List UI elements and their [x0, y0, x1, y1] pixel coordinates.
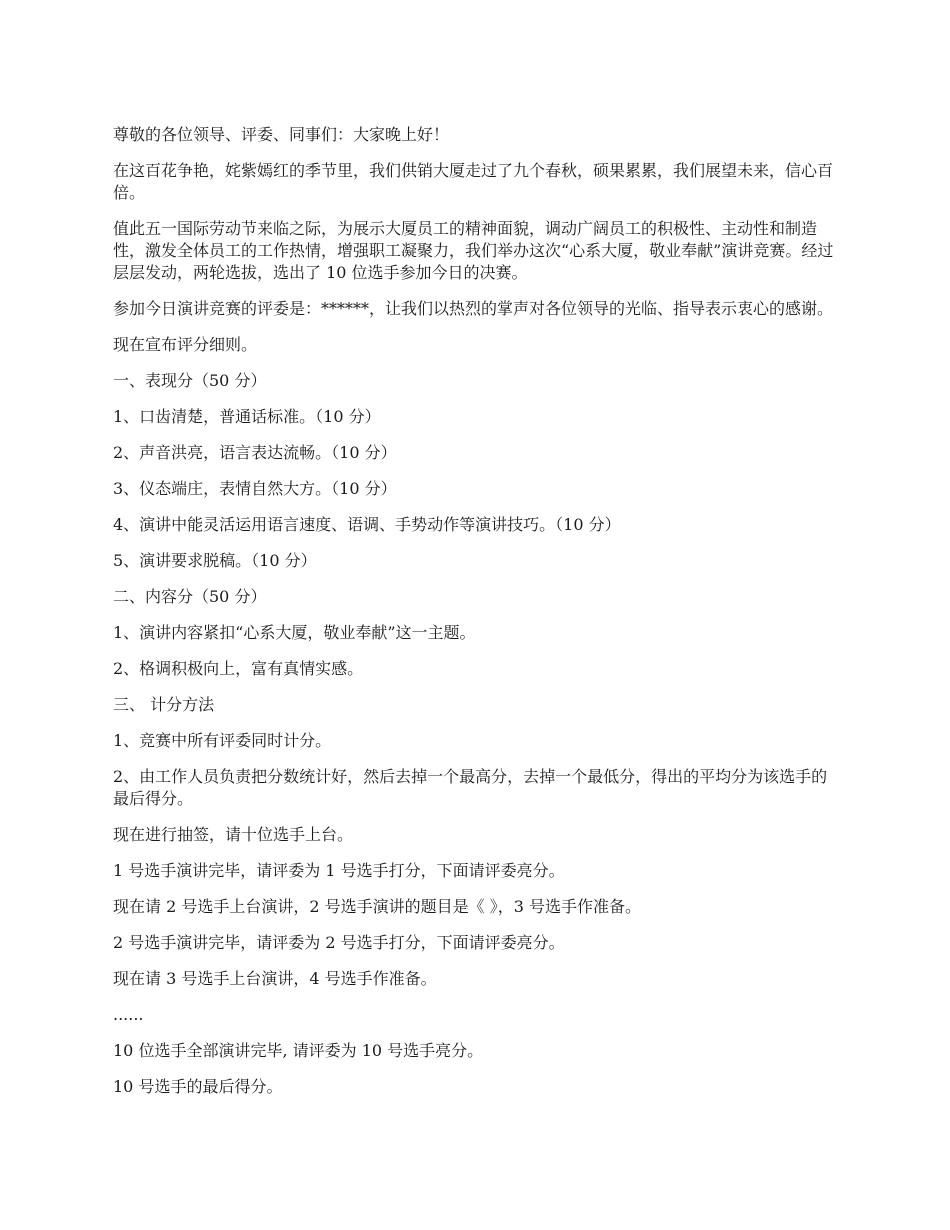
procedure-line: 10 号选手的最后得分。	[113, 1077, 283, 1096]
list-item: 2、声音洪亮，语言表达流畅。（10 分）	[113, 443, 397, 462]
purpose-paragraph: 值此五一国际劳动节来临之际，为展示大厦员工的精神面貌，调动广阔员工的积极性、主动性和制造性，激发全体员工的工作热情，增强职工凝聚力，我们举办这次“心系大厦，敬业奉献”演讲竞赛。经过层层发动，两轮选拔，选出了 10 位选手参加今日的决赛。	[113, 219, 834, 282]
list-item: 1、口齿清楚，普通话标准。（10 分）	[113, 407, 381, 426]
rules-announcement: 现在宣布评分细则。	[113, 335, 258, 354]
procedure-line: 现在请 2 号选手上台演讲，2 号选手演讲的题目是《 》，3 号选手作准备。	[113, 897, 641, 916]
list-item: 1、演讲内容紧扣“心系大厦，敬业奉献”这一主题。	[113, 623, 476, 642]
list-item: 2、由工作人员负责把分数统计好，然后去掉一个最高分，去掉一个最低分，得出的平均分为该选手的最后得分。	[113, 767, 828, 808]
opening-paragraph: 在这百花争艳，姹紫嫣红的季节里，我们供销大厦走过了九个春秋，硕果累累，我们展望未来，信心百倍。	[113, 161, 834, 202]
procedure-line: 10 位选手全部演讲完毕, 请评委为 10 号选手亮分。	[113, 1041, 484, 1060]
procedure-line: 1 号选手演讲完毕，请评委为 1 号选手打分，下面请评委亮分。	[113, 861, 565, 880]
judges-paragraph: 参加今日演讲竞赛的评委是：******，让我们以热烈的掌声对各位领导的光临、指导表示衷心的感谢。	[113, 299, 834, 318]
list-item: 5、演讲要求脱稿。（10 分）	[113, 551, 317, 570]
list-item: 3、仪态端庄，表情自然大方。（10 分）	[113, 479, 397, 498]
list-item: 1、竞赛中所有评委同时计分。	[113, 731, 332, 750]
section-heading-performance: 一、表现分（50 分）	[113, 371, 267, 390]
procedure-line: 2 号选手演讲完毕，请评委为 2 号选手打分，下面请评委亮分。	[113, 933, 565, 952]
list-item: 4、演讲中能灵活运用语言速度、语调、手势动作等演讲技巧。（10 分）	[113, 515, 621, 534]
ellipsis: ......	[113, 1005, 144, 1024]
section-heading-content: 二、内容分（50 分）	[113, 587, 267, 606]
draw-announcement: 现在进行抽签，请十位选手上台。	[113, 825, 354, 844]
greeting: 尊敬的各位领导、评委、同事们：大家晚上好！	[113, 125, 450, 144]
section-heading-scoring: 三、 计分方法	[113, 695, 215, 714]
list-item: 2、格调积极向上，富有真情实感。	[113, 659, 364, 678]
procedure-line: 现在请 3 号选手上台演讲，4 号选手作准备。	[113, 969, 437, 988]
document-body	[113, 124, 841, 1112]
